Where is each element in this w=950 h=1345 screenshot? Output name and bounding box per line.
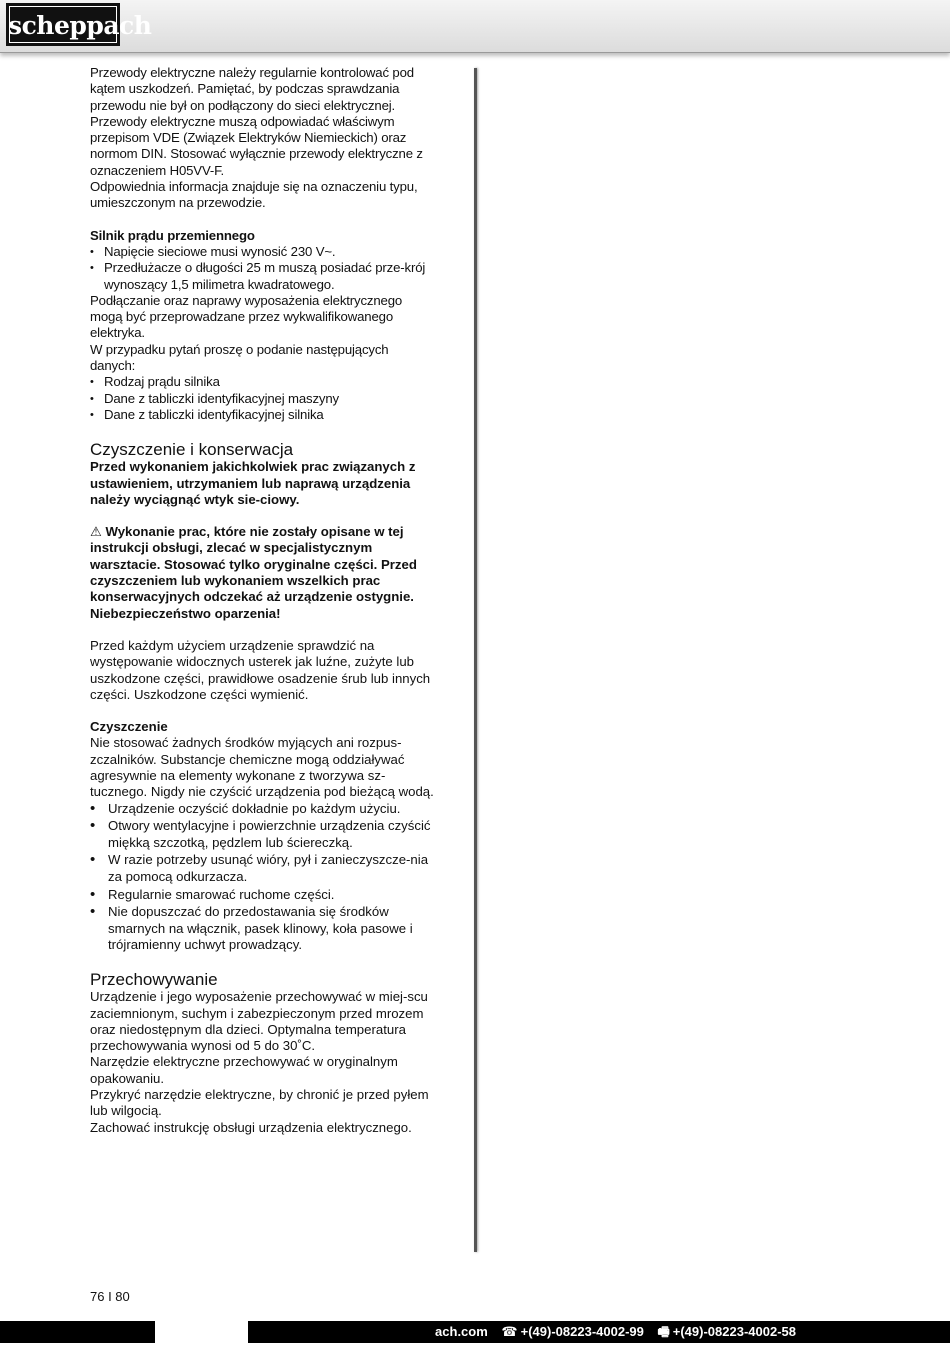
section-title-storage: Przechowywanie (90, 970, 218, 990)
intro-paragraph-1: Przewody elektryczne należy regularnie kontrolować pod kątem uszkodzeń. Pamiętać, by podczas sprawdzania przewodu nie był on podłączony do sieci elektrycznej. (90, 65, 414, 113)
list-item: • Nie dopuszczać do przedostawania się środków smarnych na włącznik, pasek klinowy, koła pasowe i trójramienny uchwyt prowadzący. (90, 904, 435, 953)
fax-number: +(49)-08223-4002-58 (672, 1324, 796, 1339)
storage-paragraph-4: Zachować instrukcję obsługi urządzenia elektrycznego. (90, 1119, 412, 1135)
list-item: • W razie potrzeby usunąć wióry, pył i zanieczyszcze-nia za pomocą odkurzacza. (90, 852, 435, 885)
list-item: • Otwory wentylacyjne i powierzchnie urządzenia czyścić miękką szczotką, pędzlem lub ściereczką. (90, 818, 435, 851)
list-item: • Przedłużacze o długości 25 m muszą posiadać prze-krój wynoszący 1,5 milimetra kwadratowego. (90, 260, 435, 293)
page-header (0, 0, 950, 53)
cleaning-maintenance-section (90, 440, 435, 703)
list-item: • Regularnie smarować ruchome części. (90, 887, 435, 903)
section-title-cleaning-maintenance: Czyszczenie i konserwacja (90, 440, 294, 460)
ac-motor-paragraph-2: W przypadku pytań proszę o podanie następujących danych: (90, 341, 389, 374)
list-item: • Urządzenie oczyścić dokładnie po każdym użyciu. (90, 801, 435, 817)
ac-motor-list (90, 244, 435, 293)
ac-motor-title: Silnik prądu przemiennego (90, 227, 255, 243)
storage-paragraph-1: Urządzenie i jego wyposażenie przechowywać w miej-scu zaciemnionym, suchym i zabezpieczonym przed mrozem oraz niedostępnym dla dzieci. Optymalna temperatura przechowywania wynosi od 5 do 30˚C. (90, 989, 428, 1054)
website-text: ach.com (435, 1324, 488, 1339)
intro-paragraph-2: Przewody elektryczne muszą odpowiadać właściwym przepisom VDE (Związek Elektryków Niemieckich) oraz normom DIN. Stosować wyłącznie przewody elektryczne z oznaczeniem H05VV-F. (90, 113, 423, 178)
warning-block (90, 524, 435, 622)
column-divider (474, 68, 477, 1252)
ac-motor-section (90, 228, 435, 424)
main-column (90, 65, 435, 1136)
list-item: • Rodzaj prądu silnika (90, 374, 435, 390)
unplug-notice: Przed wykonaniem jakichkolwiek prac związanych z ustawieniem, utrzymaniem lub naprawą urządzenia należy wyciągnąć wtyk sie-ciowy. (90, 459, 416, 507)
list-item: • Napięcie sieciowe musi wynosić 230 V~. (90, 244, 435, 260)
footer-gap (155, 1321, 248, 1343)
storage-section (90, 970, 435, 1136)
required-data-list (90, 374, 435, 423)
cleaning-section (90, 719, 435, 953)
page-number: 76 I 80 (90, 1289, 130, 1304)
intro-paragraph-3: Odpowiednia informacja znajduje się na oznaczeniu typu, umieszczonym na przewodzie. (90, 179, 418, 211)
ac-motor-paragraph-1: Podłączanie oraz naprawy wyposażenia elektrycznego mogą być przeprowadzane przez wykwalifikowanego elektryka. (90, 292, 403, 341)
pre-use-check-paragraph: Przed każdym użyciem urządzenie sprawdzić na występowanie widocznych usterek jak luźne, zużyte lub uszkodzone części, prawidłowe osadzenie śrub lub innych części. Uszkodzone części wymienić. (90, 637, 431, 702)
intro-section (90, 65, 435, 212)
warning-triangle-icon: ⚠ (90, 524, 102, 540)
footer-contact (425, 1321, 796, 1343)
cleaning-list (90, 801, 435, 954)
fax-icon: 🖷 (657, 1324, 670, 1339)
list-item: • Dane z tabliczki identyfikacyjnej maszyny (90, 391, 435, 407)
cleaning-title: Czyszczenie (90, 719, 168, 735)
cleaning-intro: Nie stosować żadnych środków myjących ani rozpus-zczalników. Substancje chemiczne mogą oddziaływać agresywnie na elementy wykonane z tworzywa sz-tucznego. Nigdy nie czyścić urządzenia pod bieżącą wodą. (90, 735, 434, 800)
storage-paragraph-3: Przykryć narzędzie elektryczne, by chronić je przed pyłem lub wilgocią. (90, 1087, 429, 1119)
phone-number: +(49)-08223-4002-99 (520, 1324, 644, 1339)
warning-text: Wykonanie prac, które nie zostały opisane w tej instrukcji obsługi, zlecać w specjalistycznym warsztacie. Stosować tylko oryginalne części. Przed czyszczeniem lub wykonaniem wszelkich prac konserwacyjnych odczekać aż urządzenie ostygnie. Niebezpieczeństwo oparzenia! (90, 524, 417, 621)
scheppach-logo: scheppach (6, 3, 120, 46)
storage-paragraph-2: Narzędzie elektryczne przechowywać w oryginalnym opakowaniu. (90, 1054, 398, 1086)
list-item: • Dane z tabliczki identyfikacyjnej silnika (90, 407, 435, 423)
phone-icon: ☎ (501, 1324, 518, 1339)
